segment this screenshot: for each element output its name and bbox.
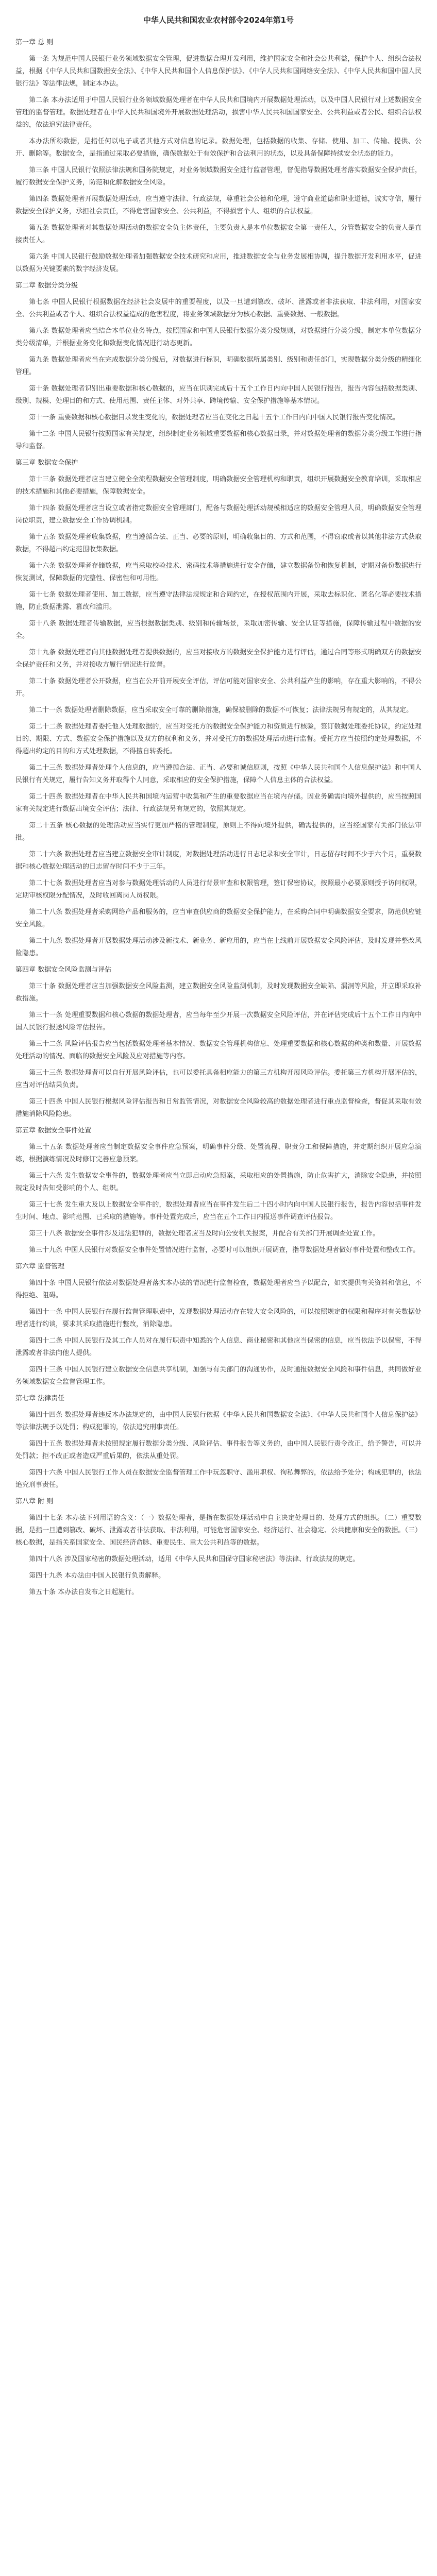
article-paragraph: 第二十三条 数据处理者处理个人信息的，应当遵循合法、正当、必要和诚信原则，按照《中华人民共和国个人信息保护法》和中国人民银行有关规定，履行告知义务并取得个人同意，采取相应的安全保护措施，保障个人信息主体的合法权益。: [15, 764, 422, 784]
article-paragraph: 第八条 数据处理者应当结合本单位业务特点，按照国家和中国人民银行数据分类分级规则，对数据进行分类分级，制定本单位数据分类分级清单，并根据业务变化和数据变化情况进行动态更新。: [15, 327, 422, 347]
article-paragraph: 第一条 为规范中国人民银行业务领域数据安全管理，促进数据合理开发利用，维护国家安全和社会公共利益，保护个人、组织合法权益，根据《中华人民共和国数据安全法》、《中华人民共和国个人信息保护法》、《中华人民共和国网络安全法》、《中华人民共和国中国人民银行法》等法律法规，制定本办法。: [15, 55, 422, 88]
article-paragraph: 第三十七条 发生重大及以上数据安全事件的，数据处理者应当在事件发生后二十四小时内向中国人民银行报告，报告内容包括事件发生时间、地点、影响范围、已采取的措施等。事件处置完成后，应当在五个工作日内报送事件调查评估报告。: [15, 1201, 422, 1221]
article-paragraph: 第四十八条 涉及国家秘密的数据处理活动，适用《中华人民共和国保守国家秘密法》等法律、行政法规的规定。: [29, 1555, 360, 1563]
article-paragraph: 第二十五条 核心数据的处理活动应当实行更加严格的管理制度，原则上不得向境外提供，确需提供的，应当经国家有关部门依法审批。: [15, 822, 422, 842]
chapter-heading: 第七章 法律责任: [15, 1395, 65, 1402]
article-paragraph: 第十九条 数据处理者向其他数据处理者提供数据的，应当对接收方的数据安全保护能力进行评估，通过合同等形式明确双方的数据安全保护责任和义务，并对接收方履行情况进行监督。: [15, 649, 422, 669]
document-body: [15, 37, 422, 1599]
article-paragraph: 第二十九条 数据处理者开展数据处理活动涉及新技术、新业务、新应用的，应当在上线前开展数据安全风险评估，及时发现并整改风险隐患。: [15, 937, 422, 957]
article-paragraph: 第三十一条 处理重要数据和核心数据的数据处理者，应当每年至少开展一次数据安全风险评估，并在评估完成后十五个工作日内向中国人民银行报送风险评估报告。: [15, 1011, 422, 1031]
article-paragraph: 第三十八条 数据安全事件涉及违法犯罪的，数据处理者应当及时向公安机关报案，并配合有关部门开展调查处置工作。: [29, 1230, 380, 1238]
article-paragraph: 第十八条 数据处理者传输数据，应当根据数据类别、级别和传输场景，采取加密传输、安全认证等措施，保障传输过程中数据的安全。: [15, 620, 422, 640]
article-paragraph: 第二十七条 数据处理者应当对参与数据处理活动的人员进行背景审查和权限管理，签订保密协议，按照最小必要原则授予访问权限，定期审核权限分配情况，及时收回离岗人员权限。: [15, 879, 422, 900]
document-title: 中华人民共和国农业农村部令2024年第1号: [143, 15, 294, 25]
article-paragraph: 第四十一条 中国人民银行在履行监督管理职责中，发现数据处理活动存在较大安全风险的，可以按照规定的权限和程序对有关数据处理者进行约谈，要求其采取措施进行整改，消除隐患。: [15, 1308, 422, 1328]
article-paragraph: 第四十三条 中国人民银行建立数据安全信息共享机制，加强与有关部门的沟通协作，及时通报数据安全风险和事件信息，共同做好业务领域数据安全监督管理工作。: [15, 1366, 422, 1386]
chapter-heading: 第六章 监督管理: [15, 1263, 65, 1270]
article-paragraph: 第二十四条 数据处理者在中华人民共和国境内运营中收集和产生的重要数据应当在境内存储。因业务确需向境外提供的，应当按照国家有关规定进行数据出境安全评估；法律、行政法规另有规定的，依照其规定。: [15, 793, 422, 813]
article-paragraph: 第二十六条 数据处理者应当建立数据安全审计制度，对数据处理活动进行日志记录和安全审计，日志留存时间不少于六个月，重要数据和核心数据处理活动的日志留存时间不少于三年。: [15, 851, 422, 871]
article-paragraph: 第六条 中国人民银行鼓励数据处理者加强数据安全技术研究和应用，推进数据安全与业务发展相协调，提升数据开发利用水平，促进以数据为关键要素的数字经济发展。: [15, 253, 422, 273]
chapter-heading: 第三章 数据安全保护: [15, 459, 78, 467]
article-paragraph: 第十六条 数据处理者存储数据，应当采取校验技术、密码技术等措施进行安全存储，建立数据备份和恢复机制，定期对备份数据进行恢复测试，保障数据的完整性、保密性和可用性。: [15, 562, 422, 582]
chapter-heading: 第四章 数据安全风险监测与评估: [15, 966, 112, 974]
article-paragraph: 第四十七条 本办法下列用语的含义：（一）数据处理者，是指在数据处理活动中自主决定处理目的、处理方式的组织。（二）重要数据，是指一旦遭到篡改、破坏、泄露或者非法获取、非法利用，可能危害国家安全、经济运行、社会稳定、公共健康和安全的数据。（三）核心数据，是指关系国家安全、国民经济命脉、重要民生、重大公共利益等的数据。: [15, 1514, 422, 1547]
article-paragraph: 本办法所称数据，是指任何以电子或者其他方式对信息的记录。数据处理，包括数据的收集、存储、使用、加工、传输、提供、公开、删除等。数据安全，是指通过采取必要措施，确保数据处于有效保护和合法利用的状态，以及具备保障持续安全状态的能力。: [15, 138, 422, 158]
article-paragraph: 第四十五条 数据处理者未按照规定履行数据分类分级、风险评估、事件报告等义务的，由中国人民银行责令改正，给予警告，可以并处罚款；拒不改正或者造成严重后果的，依法从重处罚。: [15, 1440, 422, 1460]
article-paragraph: 第三十四条 中国人民银行根据风险评估报告和日常监管情况，对数据安全风险较高的数据处理者进行重点监督检查，督促其采取有效措施消除风险隐患。: [15, 1098, 422, 1118]
article-paragraph: 第三十六条 发生数据安全事件的，数据处理者应当立即启动应急预案，采取相应的处置措施，防止危害扩大，消除安全隐患，并按照规定及时告知受影响的个人、组织。: [15, 1172, 422, 1192]
article-paragraph: 第二十一条 数据处理者删除数据，应当采取安全可靠的删除措施，确保被删除的数据不可恢复；法律法规另有规定的，从其规定。: [29, 706, 413, 714]
article-paragraph: 第五十条 本办法自发布之日起施行。: [29, 1588, 139, 1596]
article-paragraph: 第十五条 数据处理者收集数据，应当遵循合法、正当、必要的原则，明确收集目的、方式和范围，不得窃取或者以其他非法方式获取数据，不得超出约定范围收集数据。: [15, 533, 422, 553]
article-paragraph: 第四十条 中国人民银行依法对数据处理者落实本办法的情况进行监督检查，数据处理者应当予以配合，如实提供有关资料和信息，不得拒绝、阻碍。: [15, 1279, 422, 1299]
chapter-heading: 第八章 附 则: [15, 1498, 54, 1505]
chapter-heading: 第一章 总 则: [15, 39, 54, 46]
article-paragraph: 第三十五条 数据处理者应当制定数据安全事件应急预案，明确事件分级、处置流程、职责分工和保障措施，并定期组织开展应急演练，根据演练情况及时修订完善应急预案。: [15, 1143, 422, 1163]
article-paragraph: 第四十六条 中国人民银行工作人员在数据安全监督管理工作中玩忽职守、滥用职权、徇私舞弊的，依法给予处分；构成犯罪的，依法追究刑事责任。: [15, 1469, 422, 1489]
article-paragraph: 第二十条 数据处理者公开数据，应当在公开前开展安全评估，评估可能对国家安全、公共利益产生的影响，存在重大影响的，不得公开。: [15, 677, 422, 698]
article-paragraph: 第五条 数据处理者对其数据处理活动的数据安全负主体责任，主要负责人是本单位数据安全第一责任人，分管数据安全的负责人是直接责任人。: [15, 224, 422, 244]
chapter-heading: 第二章 数据分类分级: [15, 282, 78, 290]
article-paragraph: 第二十二条 数据处理者委托他人处理数据的，应当对受托方的数据安全保护能力和资质进行核验，签订数据处理委托协议，约定处理目的、期限、方式、数据安全保护措施以及双方的权利和义务，并对受托方的数据处理活动进行监督。受托方应当按照约定处理数据，不得超出约定的目的和方式处理数据，不得擅自转委托。: [15, 723, 422, 755]
article-paragraph: 第四十二条 中国人民银行及其工作人员对在履行职责中知悉的个人信息、商业秘密和其他应当保密的信息，应当依法予以保密，不得泄露或者非法向他人提供。: [15, 1337, 422, 1357]
article-paragraph: 第三十九条 中国人民银行对数据安全事件处置情况进行监督，必要时可以组织开展调查，指导数据处理者做好事件处置和整改工作。: [29, 1246, 420, 1254]
chapter-heading: 第五章 数据安全事件处置: [15, 1127, 92, 1134]
article-paragraph: 第二十八条 数据处理者采购网络产品和服务的，应当审查供应商的数据安全保护能力，在采购合同中明确数据安全要求，防范供应链安全风险。: [15, 908, 422, 928]
article-paragraph: 第十三条 数据处理者应当建立健全全流程数据安全管理制度，明确数据安全管理机构和职责，组织开展数据安全教育培训，采取相应的技术措施和其他必要措施，保障数据安全。: [15, 476, 422, 496]
article-paragraph: 第四条 数据处理者开展数据处理活动，应当遵守法律、行政法规，尊重社会公德和伦理，遵守商业道德和职业道德，诚实守信，履行数据安全保护义务，承担社会责任，不得危害国家安全、公共利益，不得损害个人、组织的合法权益。: [15, 195, 422, 215]
article-paragraph: 第四十四条 数据处理者违反本办法规定的，由中国人民银行依据《中华人民共和国数据安全法》、《中华人民共和国个人信息保护法》等法律法规予以处罚；构成犯罪的，依法追究刑事责任。: [15, 1411, 422, 1431]
article-paragraph: 第十条 数据处理者识别出重要数据和核心数据的，应当在识别完成后十五个工作日内向中国人民银行报告，报告内容包括数据类别、级别、规模、处理目的和方式、使用范围、责任主体、对外共享、跨境传输、安全保护措施等基本情况。: [15, 385, 422, 405]
article-paragraph: 第三十三条 数据处理者可以自行开展风险评估，也可以委托具备相应能力的第三方机构开展风险评估。委托第三方机构开展评估的，应当对评估结果负责。: [15, 1069, 422, 1089]
article-paragraph: 第三十二条 风险评估报告应当包括数据处理者基本情况、数据安全管理机构信息、处理重要数据和核心数据的种类和数量、开展数据处理活动的情况、面临的数据安全风险及应对措施等内容。: [15, 1040, 422, 1060]
article-paragraph: 第三条 中国人民银行依照法律法规和国务院规定，对业务领域数据安全进行监督管理，督促指导数据处理者落实数据安全保护责任，履行数据安全保护义务，防范和化解数据安全风险。: [15, 166, 422, 187]
article-paragraph: 第十四条 数据处理者应当设立或者指定数据安全管理部门，配备与数据处理活动规模相适应的数据安全管理人员，明确数据安全管理岗位职责，建立数据安全工作协调机制。: [15, 504, 422, 524]
article-paragraph: 第二条 本办法适用于中国人民银行业务领域数据处理者在中华人民共和国境内开展数据处理活动，以及中国人民银行对上述数据安全管理的监督管理。数据处理者在中华人民共和国境外开展数据处理活动，损害中华人民共和国国家安全、公共利益或者公民、组织合法权益的，依法追究法律责任。: [15, 96, 422, 129]
article-paragraph: 第四十九条 本办法由中国人民银行负责解释。: [29, 1572, 165, 1580]
article-paragraph: 第七条 中国人民银行根据数据在经济社会发展中的重要程度，以及一旦遭到篡改、破坏、泄露或者非法获取、非法利用，对国家安全、公共利益或者个人、组织合法权益造成的危害程度，将业务领域数据分为核心数据、重要数据、一般数据。: [15, 298, 422, 318]
article-paragraph: 第十二条 中国人民银行按照国家有关规定，组织制定业务领域重要数据和核心数据目录，并对数据处理者的数据分类分级工作进行指导和监督。: [15, 430, 422, 450]
article-paragraph: 第十七条 数据处理者使用、加工数据，应当遵守法律法规规定和合同约定，在授权范围内开展，采取去标识化、匿名化等必要技术措施，防止数据泄露、篡改和滥用。: [15, 591, 422, 611]
article-paragraph: 第十一条 重要数据和核心数据目录发生变化的，数据处理者应当在变化之日起十五个工作日内向中国人民银行报告变化情况。: [29, 414, 400, 421]
article-paragraph: 第九条 数据处理者应当在完成数据分类分级后，对数据进行标识，明确数据所属类别、级别和责任部门，实现数据分类分级的精细化管理。: [15, 356, 422, 376]
article-paragraph: 第三十条 数据处理者应当加强数据安全风险监测，建立数据安全风险监测机制，及时发现数据安全缺陷、漏洞等风险，并立即采取补救措施。: [15, 982, 422, 1003]
